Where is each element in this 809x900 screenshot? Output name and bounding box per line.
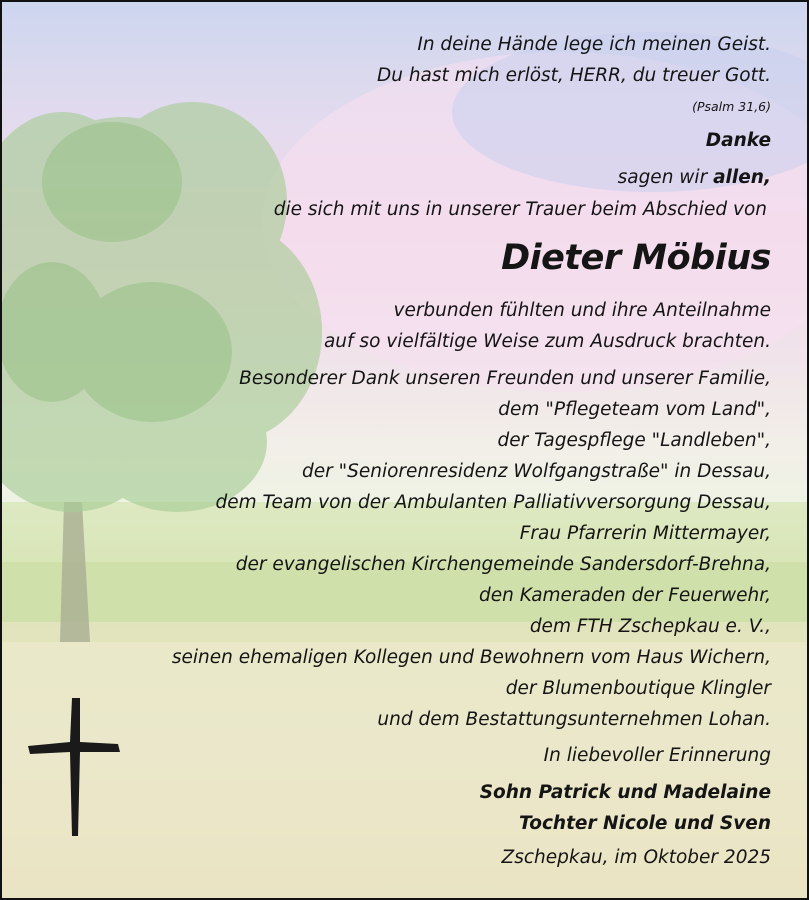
body-line: und dem Bestattungsunternehmen Lohan. [377, 709, 771, 730]
body-line: seinen ehemaligen Kollegen und Bewohnern vom Haus Wichern, [171, 647, 771, 668]
body-line: der evangelischen Kirchengemeinde Sandersdorf-Brehna, [235, 554, 771, 575]
thanks-line-prefix: sagen wir [617, 167, 708, 188]
thanks-line [618, 167, 771, 188]
place-date: Zschepkau, im Oktober 2025 [501, 847, 771, 868]
body-line: der "Seniorenresidenz Wolfgangstraße" in Dessau, [301, 461, 771, 482]
verse-line-2: Du hast mich erlöst, HERR, du treuer Gott. [376, 65, 771, 86]
remembrance-line: In liebevoller Erinnerung [543, 745, 771, 766]
verse-line-1: In deine Hände lege ich meinen Geist. [417, 34, 771, 55]
family-line-1: Sohn Patrick und Madelaine [479, 782, 771, 803]
body-line: dem FTH Zschepkau e. V., [529, 616, 771, 637]
thanks-line-emphasis: allen, [713, 167, 771, 188]
body-line: auf so vielfältige Weise zum Ausdruck brachten. [323, 331, 771, 352]
body-line: der Tagespflege "Landleben", [497, 430, 771, 451]
cross-icon [26, 696, 126, 842]
deceased-name: Dieter Möbius [501, 238, 771, 278]
body-line: Besonderer Dank unseren Freunden und unserer Familie, [239, 368, 771, 389]
body-line: dem Team von der Ambulanten Palliativversorgung Dessau, [215, 492, 771, 513]
thanks-line-3: die sich mit uns in unserer Trauer beim Abschied von [273, 199, 767, 220]
verse-reference: (Psalm 31,6) [692, 99, 771, 114]
body-line: dem "Pflegeteam vom Land", [498, 399, 771, 420]
family-line-2: Tochter Nicole und Sven [519, 813, 771, 834]
body-line: den Kameraden der Feuerwehr, [479, 585, 771, 606]
body-line: der Blumenboutique Klingler [505, 678, 771, 699]
body-line: Frau Pfarrerin Mittermayer, [519, 523, 771, 544]
thanks-heading: Danke [705, 130, 771, 151]
body-line: verbunden fühlten und ihre Anteilnahme [393, 300, 771, 321]
